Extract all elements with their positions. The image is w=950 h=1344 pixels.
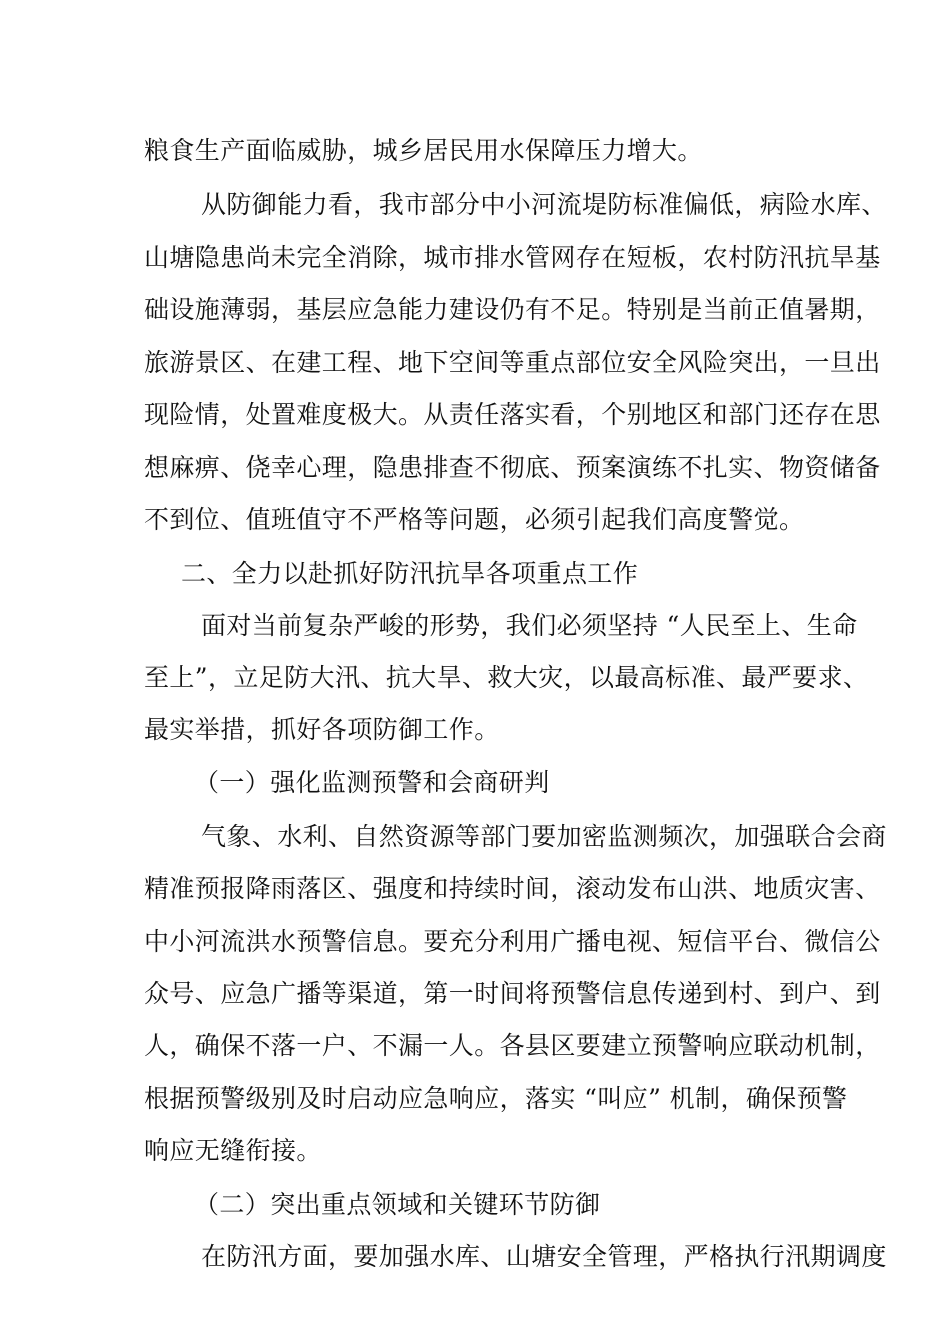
paragraph-line: 在防汛方面，要加强水库、山塘安全管理，严格执行汛期调度 — [201, 1242, 887, 1271]
paragraph-line: 根据预警级别及时启动应急响应，落实 “叫应” 机制，确保预警 — [144, 1084, 848, 1113]
paragraph-line: 旅游景区、在建工程、地下空间等重点部位安全风险突出，一旦出 — [144, 348, 881, 377]
paragraph-line: 现险情，处置难度极大。从责任落实看，个别地区和部门还存在思 — [144, 400, 881, 429]
paragraph-line: 山塘隐患尚未完全消除，城市排水管网存在短板，农村防汛抗旱基 — [144, 243, 881, 272]
paragraph-line: 至上”，立足防大汛、抗大旱、救大灾，以最高标准、最严要求、 — [144, 663, 869, 692]
paragraph-line: 础设施薄弱，基层应急能力建设仍有不足。特别是当前正值暑期， — [144, 295, 881, 324]
subsection-heading: （二）突出重点领域和关键环节防御 — [194, 1190, 601, 1219]
paragraph-line: 粮食生产面临威胁，城乡居民用水保障压力增大。 — [144, 136, 703, 165]
paragraph-line: 中小河流洪水预警信息。要充分利用广播电视、短信平台、微信公 — [144, 927, 881, 956]
paragraph-line: 从防御能力看，我市部分中小河流堤防标准偏低，病险水库、 — [201, 190, 887, 219]
paragraph-line: 气象、水利、自然资源等部门要加密监测频次，加强联合会商 — [201, 822, 887, 851]
subsection-heading: （一）强化监测预警和会商研判 — [194, 768, 550, 797]
paragraph-line: 精准预报降雨落区、强度和持续时间，滚动发布山洪、地质灾害、 — [144, 874, 881, 903]
paragraph-line: 人，确保不落一户、不漏一人。各县区要建立预警响应联动机制， — [144, 1031, 881, 1060]
section-heading: 二、全力以赴抓好防汛抗旱各项重点工作 — [181, 559, 639, 588]
paragraph-line: 想麻痹、侥幸心理，隐患排查不彻底、预案演练不扎实、物资储备 — [144, 453, 881, 482]
paragraph-line: 不到位、值班值守不严格等问题，必须引起我们高度警觉。 — [144, 505, 805, 534]
paragraph-line: 面对当前复杂严峻的形势，我们必须坚持 “人民至上、生命 — [201, 611, 858, 640]
paragraph-line: 众号、应急广播等渠道，第一时间将预警信息传递到村、到户、到 — [144, 979, 881, 1008]
paragraph-line: 最实举措，抓好各项防御工作。 — [144, 715, 500, 744]
paragraph-line: 响应无缝衔接。 — [144, 1136, 322, 1165]
